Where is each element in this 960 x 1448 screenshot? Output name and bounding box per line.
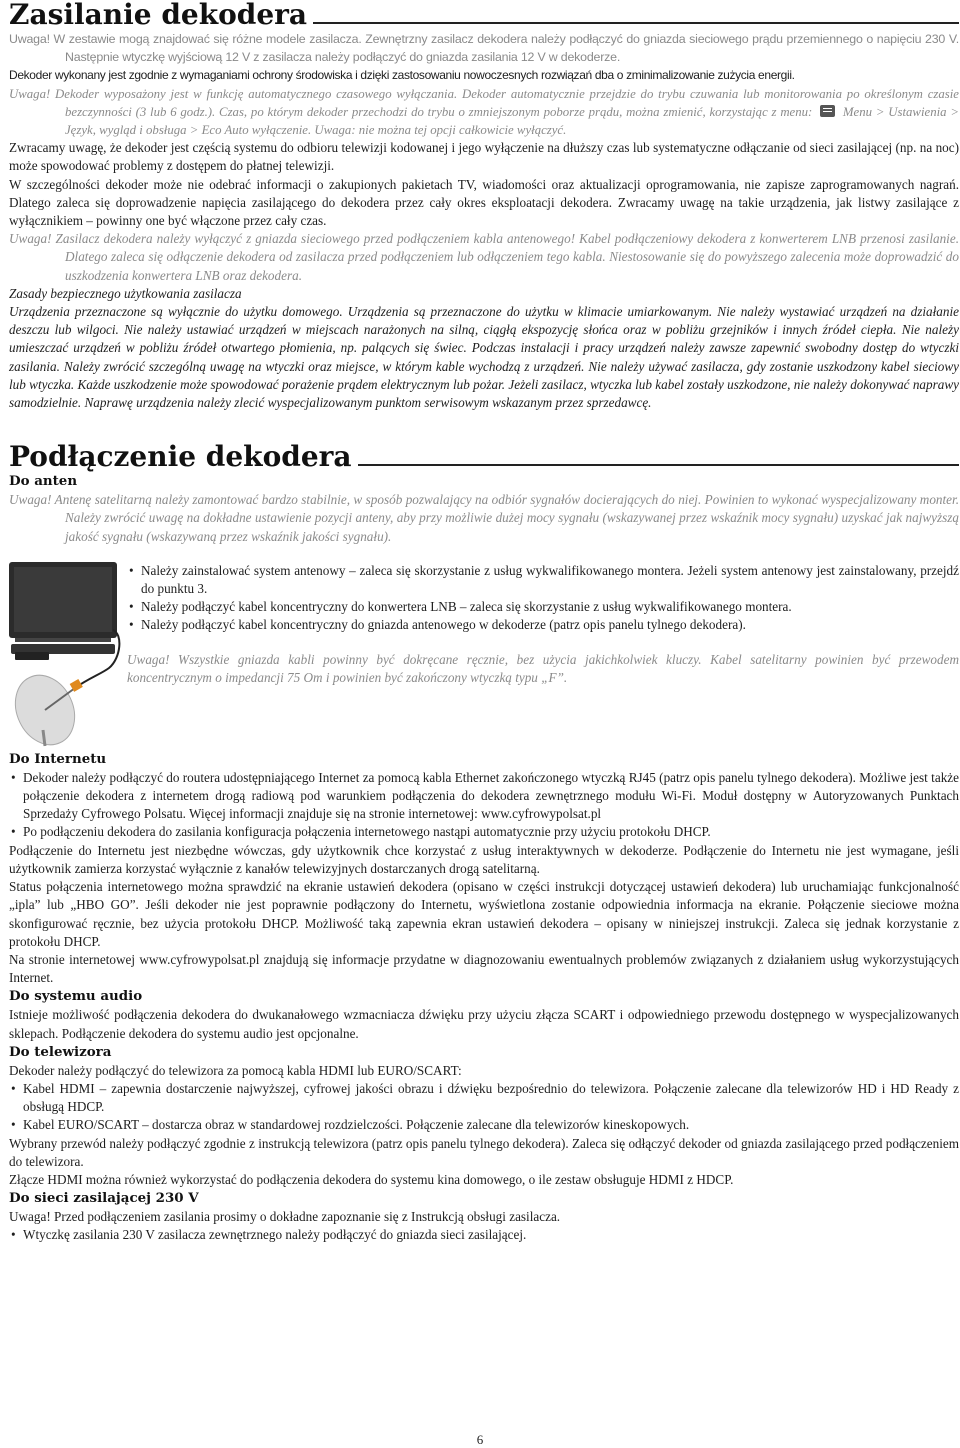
safety-heading: Zasady bezpiecznego użytkowania zasilacza — [9, 285, 242, 301]
satellite-dish-icon — [9, 665, 86, 749]
power-note: Uwaga! Przed podłączeniem zasilania prosimy o dokładne zapoznanie się z Instrukcją obsługi zasilacza. — [9, 1209, 561, 1225]
list-item: • Po podłączeniu dekodera do zasilania konfiguracja połączenia internetowego nastąpi automatycznie przy użyciu protokołu DHCP. — [9, 823, 959, 841]
heading-power: Do sieci zasilającej 230 V — [9, 1190, 199, 1207]
tv-paragraph-1: Wybrany przewód należy podłączyć zgodnie z instrukcją telewizora (patrz opis panelu tylnego dekodera). Zaleca się odłączyć dekoder od gniazda zasilającego przed podłączeniem do telewizora. — [9, 1135, 959, 1169]
list-item: • Należy podłączyć kabel koncentryczny do gniazda antenowego w dekoderze (patrz opis panelu tylnego dekodera). — [127, 616, 959, 634]
list-item: • Kabel HDMI – zapewnia dostarczenie najwyższej, cyfrowej jakości obrazu i dźwięku bezpośrednio do telewizora. Połączenie zalecane dla telewizorów HD i HD Ready z obsługą HDCP. — [9, 1080, 959, 1116]
menu-icon — [820, 105, 835, 117]
internet-bullets — [9, 769, 959, 842]
title-rule — [358, 464, 959, 466]
auto-off-note — [9, 85, 959, 140]
antenna-instructions — [125, 560, 959, 750]
list-item: • Należy podłączyć kabel koncentryczny do konwertera LNB – zaleca się skorzystanie z usług wykwalifikowanego montera. — [127, 598, 959, 616]
tv-paragraph-2: Złącze HDMI można również wykorzystać do podłączenia dekodera do systemu kina domowego, o ile zestaw obsługuje HDMI z HDCP. — [9, 1171, 734, 1187]
auto-off-menu-path: Menu > Ustawienia > Język, wygląd i obsługa > Eco Auto wyłączenie. Uwaga: nie można tej opcji całkowicie wyłączyć. — [65, 104, 959, 138]
power-warning: Uwaga! W zestawie mogą znajdować się różne modele zasilacza. Zewnętrzny zasilacz dekodera należy podłączyć do gniazda sieciowego prądu przemiennego o napięciu 230 V. Następnie wtyczkę wyjściową 12 V z zasilacza należy podłączyć do gniazda zasilania 12 V w dekoderze. — [9, 32, 959, 65]
antenna-warning: Uwaga! Wszystkie gniazda kabli powinny być dokręcane ręcznie, bez użycia jakichkolwiek kluczy. Kabel satelitarny powinien być przewodem koncentrycznym o impedancji 75 Om i powinien być zakończony wtyczką typu „F”. — [127, 651, 959, 685]
section-title-text: Podłączenie dekodera — [9, 440, 352, 474]
section-title-power — [9, 0, 959, 30]
section-title-text: Zasilanie dekodera — [9, 0, 308, 31]
list-item: • Kabel EURO/SCART – dostarcza obraz w standardowej rozdzielczości. Połączenie zalecane dla telewizorów kineskopowych. — [9, 1116, 959, 1134]
heading-antenna: Do anten — [9, 473, 78, 490]
tv-intro: Dekoder należy podłączyć do telewizora za pomocą kabla HDMI lub EURO/SCART: — [9, 1062, 462, 1078]
antenna-steps — [127, 562, 959, 635]
list-item: • Należy zainstalować system antenowy – zaleca się skorzystanie z usług wykwalifikowanego montera. Jeżeli system antenowy jest zainstalowany, przejdź do punktu 3. — [127, 562, 959, 598]
heading-tv: Do telewizora — [9, 1043, 112, 1060]
paragraph-updates: W szczególności dekoder może nie odebrać informacji o zakupionych pakietach TV, wiadomości oraz aktualizacji oprogramowania, nie zapisze zaprogramowanych nagrań. Dlatego zaleca się doprowadzenie napięcia zasilającego do dekodera przez cały okres eksploatacji dekodera. Zwracamy uwagę na takie urządzenia, jak listwy zasilające z wyłącznikiem – powinny one być włączone przez cały czas. — [9, 176, 959, 229]
section-title-connection — [9, 442, 959, 472]
title-rule — [313, 22, 959, 24]
list-item: • Dekoder należy podłączyć do routera udostępniającego Internet za pomocą kabla Ethernet zakończonego wtyczką RJ45 (patrz opis panelu tylnego dekodera). Możliwe jest także połączenie dekodera z internetem drogą radiową pod warunkiem podłączenia do dekodera zewnętrznego modułu Wi-Fi. Moduł dostępny w Autoryzowanych Punktach Sprzedaży Cyfrowego Polsatu. Więcej informacji znajduje się na stronie internetowej: www.cyfrowypolsat.pl — [9, 769, 959, 824]
internet-paragraph-1: Podłączenie do Internetu jest niezbędne wówczas, gdy użytkownik chce korzystać z usług interaktywnych w dekoderze. Podłączenie do Internetu nie jest wymagane, jeśli użytkownik zamierza korzystać wyłącznie z kanałów telewizyjnych dostarczanych drogą satelitarną. — [9, 842, 959, 876]
paragraph-system-part: Zwracamy uwagę, że dekoder jest częścią systemu do odbioru telewizji kodowanej i jego wyłączenie na dłuższy czas lub systematyczne odłączanie od sieci zasilającej (np. na noc) może spowodować problemy z dostępem do płatnej telewizji. — [9, 140, 959, 174]
internet-paragraph-3: Na stronie internetowej www.cyfrowypolsat.pl znajdują się informacje przydatne w diagnozowaniu ewentualnych problemów związanych z działaniem usług wykorzystujących Internet. — [9, 951, 959, 986]
antenna-note: Uwaga! Antenę satelitarną należy zamontować bardzo stabilnie, w sposób pozwalający na odbiór sygnałów docierających do niej. Powinien to wykonać wyspecjalizowany monter. Należy zwrócić uwagę na dokładne ustawienie pozycji anteny, aby przy możliwie dużej mocy sygnału (wskazywanej przez wskaźnik mocy sygnału) uzyskać jak najwyższą jakość sygnału (wskazywaną przez wskaźnik jakości sygnału). — [9, 492, 959, 544]
lnb-warning: Uwaga! Zasilacz dekodera należy wyłączyć z gniazda sieciowego przed podłączeniem kabla antenowego! Kabel podłączeniowy dekodera z konwerterem LNB przenosi zasilanie. Dlatego zaleca się odłączenie dekodera od zasilacza przed podłączeniem lub odłączeniem tego kabla. Niestosowanie się do powyższego zalecenia może doprowadzić do uszkodzenia konwertera LNB oraz dekodera. — [9, 231, 959, 283]
tv-decoder-satellite-dish-illustration — [9, 560, 125, 750]
page-number: 6 — [476, 1432, 484, 1447]
safety-text: Urządzenia przeznaczone są wyłącznie do użytku domowego. Urządzenia są przeznaczone do użytku w klimacie umiarkowanym. Nie należy wystawiać urządzeń na działanie deszczu lub wilgoci. Nie należy ustawiać urządzeń w miejscach narażonych na silną, ciągłą ekspozycję słońca oraz w pobliżu grzejników i innych źródeł ciepła. Nie należy umieszczać urządzeń w pobliżu źródeł otwartego płomienia, np. palących się świec. Podczas instalacji i pracy urządzeń należy zawsze zapewnić swobodny dostęp do wtyczki zasilania. Należy zwrócić szczególną uwagę na wtyczki oraz miejsce, w którym kable wychodzą z urządzeń. Nie należy używać zasilacza, gdy zostanie uszkodzony kabel sieciowy lub wtyczka. Każde uszkodzenie może spowodować porażenie prądem elektrycznym lub pożar. Jeżeli zasilacz, wtyczka lub kabel zostały uszkodzone, nie należy dokonywać naprawy samodzielnie. Naprawę urządzenia należy zlecić wyspecjalizowanym punktom serwisowym wskazanym przez sprzedawcę. — [9, 304, 959, 411]
heading-audio: Do systemu audio — [9, 988, 143, 1005]
audio-text: Istnieje możliwość podłączenia dekodera do dwukanałowego wzmacniacza dźwięku przy użyciu złącza SCART i odpowiedniego przewodu dostępnego w wyspecjalizowanych sklepach. Podłączenie dekodera do systemu audio jest opcjonalne. — [9, 1007, 959, 1041]
power-bullets — [9, 1226, 959, 1244]
decoder-icon — [15, 652, 49, 660]
internet-paragraph-2: Status połączenia internetowego można sprawdzić na ekranie ustawień dekodera (opisano w części instrukcji dotyczącej ustawień dekodera) lub uruchamiając funkcjonalność „ipla” lub „HBO GO”. Jeśli dekoder nie jest poprawnie podłączony do Internetu, wyświetlona zostanie odpowiednia informacja na ekranie. Połączenie sieciowe można skonfigurować ręcznie, bez użycia protokołu DHCP. Możliwość taką zapewnia ekran ustawień dekodera – opisany w niniejszej instrukcji. Zaleca się jednak korzystanie z protokołu DHCP. — [9, 879, 959, 949]
list-item: • Wtyczkę zasilania 230 V zasilacza zewnętrznego należy podłączyć do gniazda sieci zasilającej. — [9, 1226, 959, 1244]
heading-internet: Do Internetu — [9, 750, 107, 767]
document-page — [9, 0, 959, 1245]
illustration-svg — [9, 560, 125, 750]
energy-paragraph: Dekoder wykonany jest zgodnie z wymaganiami ochrony środowiska i dzięki zastosowaniu nowoczesnych rozwiązań dba o zminimalizowanie zużycia energii. — [9, 68, 795, 83]
antenna-block — [9, 560, 959, 750]
auto-off-text: Uwaga! Dekoder wyposażony jest w funkcję automatycznego czasowego wyłączania. Dekoder automatycznie przejdzie do trybu czuwania lub monitorowania po określonym czasie bezczynności (3 lub 6 godz.). Czas, po którym dekoder przechodzi do trybu o zmniejszonym poborze prądu, można zmienić, korzystając z menu: — [9, 86, 959, 119]
tv-bullets — [9, 1080, 959, 1135]
